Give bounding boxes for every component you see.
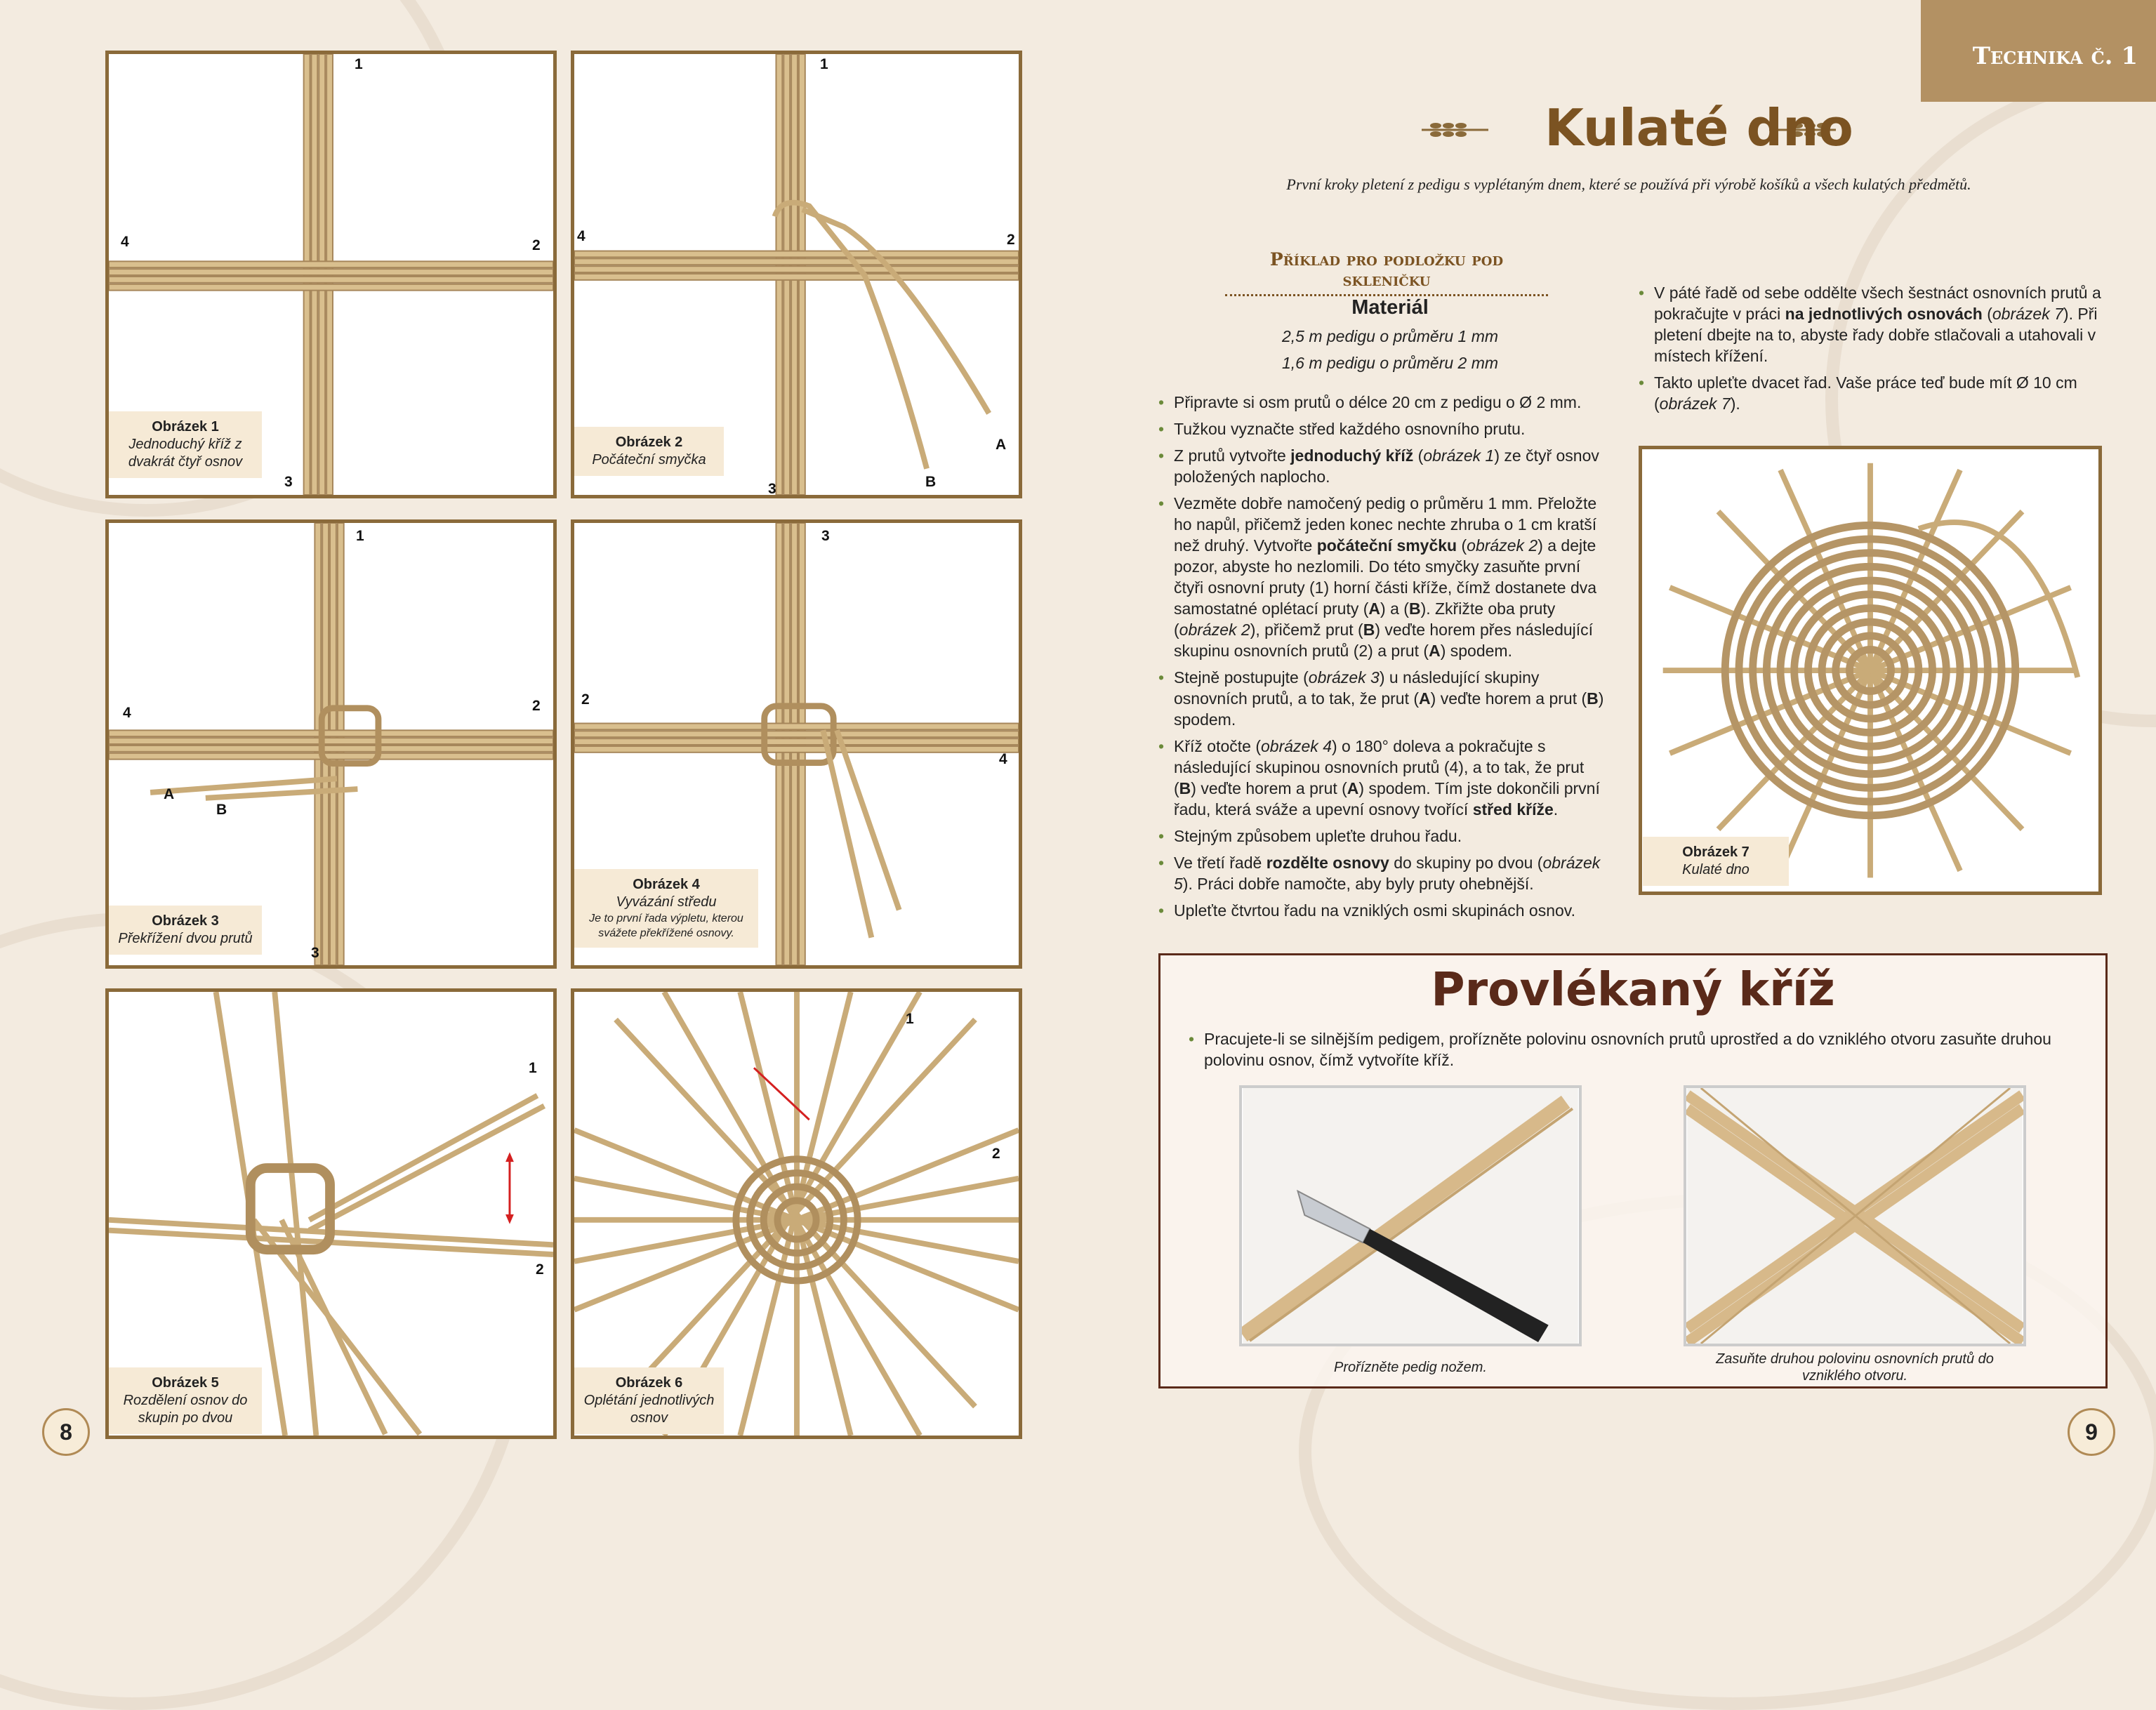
figure-4-label-4: 4 [999,751,1007,767]
figure-3-photo [105,519,557,969]
figure-2-label-3: 3 [768,481,776,497]
inserted-cross-illustration [1686,1088,2023,1344]
page-title: Kulaté dno [1545,98,1853,157]
figure-4-caption [574,869,758,948]
figure-7-photo [1639,446,2102,895]
page-subtitle: První kroky pletení z pedigu s vyplétaným dnem, které se používá při výrobě košíků a všech kulatých předmětů. [1286,175,1971,193]
step-item: • Tužkou vyznačte střed každého osnovního prutu. [1158,418,1608,439]
step-item: • V páté řadě od sebe oddělte všech šestnáct osnovních prutů a pokračujte v práci na jednotlivých osnovách (obrázek 7). Při pletení dbejte na to, abyste řady dobře stlačovali a utahovali v místech křížení. [1639,282,2102,366]
figure-title: Obrázek 7 [1682,844,1750,860]
figure-caption: Oplétání jednotlivých osnov [583,1393,715,1426]
page-number-left: 8 [42,1408,90,1456]
step-item: • Z prutů vytvořte jednoduchý kříž (obrázek 1) ze čtyř osnov položených naplocho. [1158,445,1608,487]
figure-3-label-4: 4 [123,705,131,721]
figure-1-label-2: 2 [532,237,541,253]
figure-2-label-A: A [996,437,1007,453]
figure-title: Obrázek 6 [615,1375,683,1391]
figure-title: Obrázek 3 [152,913,219,929]
figure-1-caption [109,411,262,478]
figure-5-caption [109,1367,262,1434]
figure-2-label-4: 4 [577,228,586,244]
crossing-illustration [109,523,553,965]
figure-3-label-B: B [216,802,227,818]
figure-title: Obrázek 2 [615,435,683,450]
technique-tab: Technika č. 1 [1921,0,2156,102]
steps-list-continued [1639,282,2102,420]
figure-6-label-1: 1 [906,1011,914,1027]
figure-3-label-A: A [164,786,175,802]
step-item: • Připravte si osm prutů o délce 20 cm z pedigu o Ø 2 mm. [1158,392,1608,413]
figure-2-caption [574,427,724,476]
figure-caption: Rozdělení osnov do skupin po dvou [123,1393,248,1426]
box-title: Provlékaný kříž [1431,962,1835,1016]
cutting-photo [1239,1085,1582,1346]
figure-title: Obrázek 1 [152,419,219,435]
cutting-caption: Prořízněte pedig nožem. [1334,1360,1487,1375]
figure-2-label-B: B [925,474,937,490]
step-item: • Kříž otočte (obrázek 4) o 180° doleva a pokračujte s následující skupinou osnovních prutů (4), a to tak, že prut (B) veďte horem a prut (A) spodem. Tím jste dokončili první řadu, která sváže a upevní osnovy tvořící střed kříže. [1158,736,1608,820]
page-number-right: 9 [2068,1408,2115,1456]
figure-note: Je to první řada výpletu, kterou svážete překřížené osnovy. [589,913,743,939]
figure-5-label-1: 1 [529,1060,537,1076]
figure-caption: Kulaté dno [1682,862,1750,877]
knife-illustration [1242,1088,1579,1344]
material-item: 2,5 m pedigu o průměru 1 mm [1281,327,1499,345]
material-item: 1,6 m pedigu o průměru 2 mm [1281,354,1499,372]
step-item: • Stejně postupujte (obrázek 3) u následující skupiny osnovních prutů, a to tak, že prut (A) veďte horem a prut (B) spodem. [1158,667,1608,730]
figure-caption: Překřížení dvou prutů [118,931,253,946]
figure-7-caption [1643,837,1789,886]
figure-3-caption [109,906,262,955]
figure-caption: Vyvázání středu [616,894,717,910]
step-item: • Vezměte dobře namočený pedig o průměru 1 mm. Přeložte ho napůl, přičemž jeden konec nechte zhruba o 1 cm kratší než druhý. Vytvořte počáteční smyčku (obrázek 2) a dejte pozor, abyste ho nezlomili. Do této smyčky zasuňte první čtyři osnovní pruty (1) horní části kříže, čímž dostanete dva samostatné oplétací pruty (A) a (B). Zkřižte oba pruty (obrázek 2), přičemž prut (B) veďte horem přes následující skupinu osnovních prutů (2) a prut (A) spodem. [1158,493,1608,661]
figure-4-label-3: 3 [821,528,830,544]
figure-6-caption [574,1367,724,1434]
figure-2-label-1: 1 [820,56,828,72]
figure-caption: Jednoduchý kříž z dvakrát čtyř osnov [128,437,243,470]
threaded-cross-box [1158,953,2108,1388]
figure-6-label-2: 2 [992,1146,1000,1162]
figure-5-label-2: 2 [536,1261,544,1278]
step-item: • Stejným způsobem upleťte druhou řadu. [1158,826,1608,847]
figure-2-label-2: 2 [1007,232,1015,248]
step-item: • Upleťte čtvrtou řadu na vzniklých osmi skupinách osnov. [1158,900,1608,921]
round-base-illustration [1642,449,2098,892]
steps-list [1158,392,1608,927]
figure-1-label-4: 4 [121,234,129,250]
material-title: Materiál [1351,296,1429,319]
figure-4-label-2: 2 [581,691,590,708]
figure-title: Obrázek 4 [633,877,700,892]
figure-1-label-3: 3 [284,474,293,490]
figure-caption: Počáteční smyčka [592,452,706,468]
box-text: • Pracujete-li se silnějším pedigem, prořízněte polovinu osnovních prutů uprostřed a do vzniklého otvoru zasuňte druhou polovinu osnov, čímž vytvoříte kříž. [1189,1028,2087,1071]
figure-3-label-3: 3 [311,945,319,961]
inserted-photo [1684,1085,2026,1346]
step-item: • Takto upleťte dvacet řad. Vaše práce teď bude mít Ø 10 cm (obrázek 7). [1639,372,2102,414]
figure-title: Obrázek 5 [152,1375,219,1391]
figure-3-label-1: 1 [356,528,364,544]
figure-1-label-1: 1 [355,56,363,72]
inserted-caption: Zasuňte druhou polovinu osnovních prutů do vzniklého otvoru. [1716,1351,1994,1384]
figure-3-label-2: 2 [532,698,541,714]
section-heading: Příklad pro podložku pod skleničku [1225,249,1548,296]
step-item: • Ve třetí řadě rozdělte osnovy do skupiny po dvou (obrázek 5). Práci dobře namočte, aby byly pruty ohebnější. [1158,852,1608,894]
